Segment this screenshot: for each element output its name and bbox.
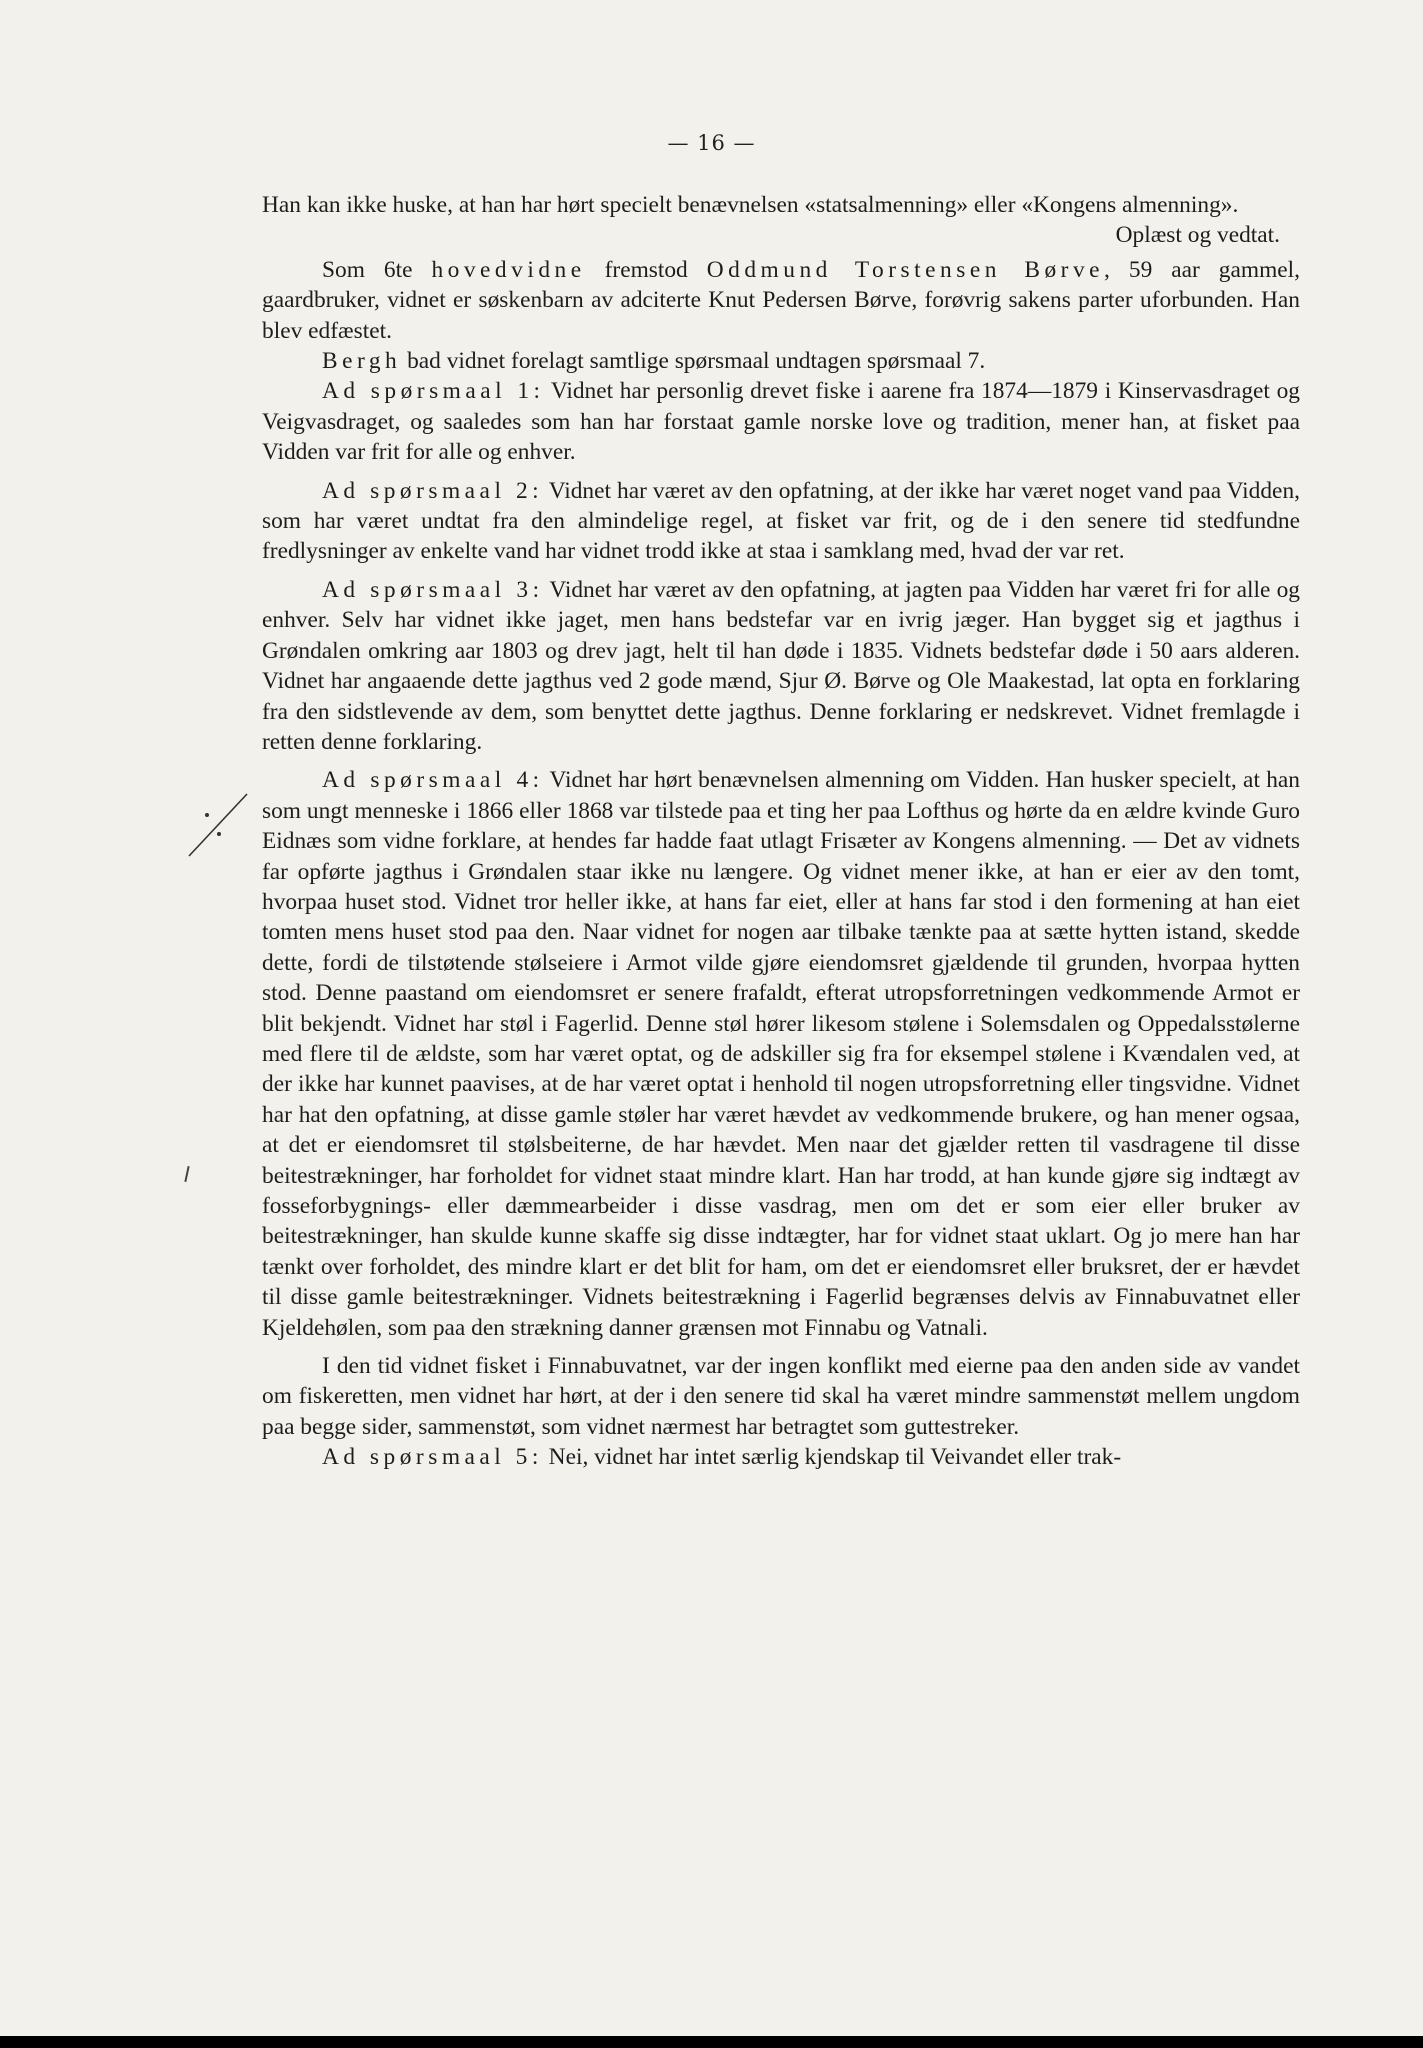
approval-note: Oplæst og vedtat. [1115, 222, 1280, 249]
paragraph-question-1 [262, 376, 1300, 467]
question-2-heading: Ad spørsmaal 2: [322, 477, 544, 504]
question-4-text: Vidnet har hørt benævnelsen almenning om Vidden. Han husker specielt, at han som ungt menneske i 1866 eller 1868 var tilstede paa et ting her paa Lofthus og hørte da en ældre kvinde Guro Eidnæs som vidne forklare, at hendes far hadde faat utlagt Frisæter av Kongens almenning. — Det av vidnets far opførte jagthus i Grøndalen staar ikke nu længere. Og vidnet mener ikke, at han er eier av den tomt, hvorpaa huset stod. Vidnet tror heller ikke, at hans far eiet, eller at hans far stod i den formening at han eiet tomten mens huset stod paa den. Naar vidnet for nogen aar tilbake tænkte paa at sætte hytten istand, skedde dette, fordi de tilstøtende stølseiere i Armot vilde gjøre eiendomsret gjældende til grunden, hvorpaa hytten stod. Denne paastand om eiendomsret er senere frafaldt, efterat utropsforretningen vedkommende Armot er blit bekjendt. Vidnet har støl i Fagerlid. Denne støl hører likesom stølene i Solemsdalen og Oppedalsstølerne med flere til de ældste, som har været optat, og de adskiller sig fra for eksempel stølene i Kvændalen ved, at der ikke har kunnet paavises, at de har været optat i henhold til nogen utropsforretning eller tingsvidne. Vidnet har hat den opfatning, at disse gamle støler har været hævdet av vedkommende brukere, og han mener ogsaa, at det er eiendomsret til stølsbeiterne, de har hævdet. Men naar det gjælder retten til vasdragene til disse beitestrækninger, har forholdet for vidnet staat mindre klart. Han har trodd, at han kunde gjøre sig indtægt av fosseforbygnings- eller dæmmearbeider i disse vasdrag, men om det er som eier eller bruker av beitestrækninger, han skulde kunne skaffe sig disse indtægter, har for vidnet staat uklart. Og jo mere han har tænkt over forholdet, des mindre klart er det blit for ham, om det er eiendomsret eller bruksret, der er hævdet til disse gamle beitestrækninger. Vidnets beitestrækning i Fagerlid begrænses delvis av Finnabuvatnet eller Kjeldehølen, som paa den strækning danner grænsen mot Finnabu og Vatnali. [262, 767, 1300, 1341]
question-1-heading: Ad spørsmaal 1: [322, 378, 545, 405]
witness-intro-lead: Som 6te [322, 256, 413, 283]
paragraph-fishing-conflict: I den tid vidnet fisket i Finnabuvatnet, var der ingen konflikt med eierne paa den anden side av vandet om fiskeretten, men vidnet har hørt, at der i den senere tid skal ha været mindre sammenstøt mellem ungdom paa begge sider, sammenstøt, som vidnet nærmest har betragtet som guttestreker. [262, 1353, 1300, 1440]
question-2-text: Vidnet har været av den opfatning, at der ikke har været noget vand paa Vidden, som har været undtat fra den almindelige regel, at fisket var frit, og de i den senere tid stedfundne fredlysninger av enkelte vand har vidnet trodd ikke at staa i samklang med, hvad der var ret. [262, 477, 1300, 565]
margin-tick-icon [184, 1166, 189, 1182]
page-number: — 16 — [667, 131, 756, 155]
witness-intro-text: , 59 aar gammel, gaardbruker, vidnet er søskenbarn av adciterte Knut Pedersen Børve, forøvrig sakens parter uforbunden. Han blev edfæstet. [262, 256, 1300, 344]
paragraph-witness-intro [262, 255, 1300, 346]
witness-name: Oddmund Torstensen Børve [706, 256, 1105, 283]
question-4-heading: Ad spørsmaal 4: [322, 767, 544, 794]
paragraph-question-5 [262, 1442, 1300, 1472]
paragraph-question-3 [262, 575, 1300, 757]
paragraph-question-2 [262, 476, 1300, 567]
paragraph-question-4 [262, 765, 1300, 1343]
margin-annotation-icon [185, 790, 257, 860]
paragraph-1: Han kan ikke huske, at han har hørt specielt benævnelsen «statsalmenning» eller «Kongens almenning». [262, 192, 1239, 218]
question-3-heading: Ad spørsmaal 3: [322, 576, 544, 603]
question-3-text: Vidnet har været av den opfatning, at jagten paa Vidden har været fri for alle og enhver. Selv har vidnet ikke jaget, men hans bedstefar var en ivrig jæger. Han bygget sig et jagthus i Grøndalen omkring aar 1803 og drev jagt, helt til han døde i 1835. Vidnets bedstefar døde i 50 aars alderen. Vidnet har angaaende dette jagthus ved 2 gode mænd, Sjur Ø. Børve og Ole Maakestad, lat opta en forklaring fra den sidstlevende av dem, som benyttet dette jagthus. Denne forklaring er nedskrevet. Vidnet fremlagde i retten denne forklaring. [262, 576, 1300, 755]
paragraph-bergh [262, 346, 1300, 376]
question-5-heading: Ad spørsmaal 5: [322, 1444, 543, 1471]
bergh-text: bad vidnet forelagt samtlige spørsmaal undtagen spørsmaal 7. [401, 348, 986, 375]
witness-role: hovedvidne [431, 256, 586, 283]
body-text [262, 190, 1300, 1473]
bergh-name: Bergh [322, 348, 402, 375]
question-1-text: Vidnet har personlig drevet fiske i aarene fra 1874—1879 i Kinservasdraget og Veigvasdraget, og saaledes som han har forstaat gamle norske love og tradition, mener han, at fisket paa Vidden var frit for alle og enhver. [262, 378, 1300, 466]
witness-intro-mid: fremstod [604, 256, 688, 283]
question-5-text: Nei, vidnet har intet særlig kjendskap til Veivandet eller trak- [542, 1444, 1122, 1471]
